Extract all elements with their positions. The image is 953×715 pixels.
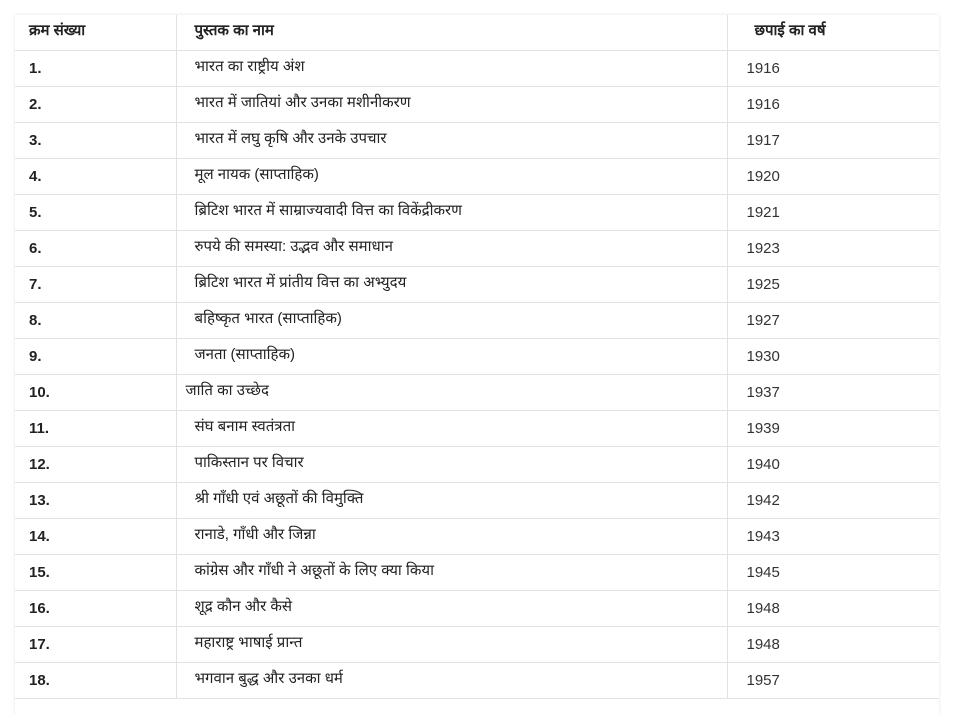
- year-cell: 1945: [727, 555, 939, 591]
- table-row: [15, 375, 939, 411]
- year-cell: 1916: [727, 51, 939, 87]
- table-row: [15, 663, 939, 699]
- serial-cell: 7.: [15, 267, 176, 303]
- serial-cell: 1.: [15, 51, 176, 87]
- year-cell: 1948: [727, 627, 939, 663]
- table-row: [15, 231, 939, 267]
- table-header-row: [15, 15, 939, 51]
- book-name-cell: पाकिस्तान पर विचार: [176, 447, 727, 483]
- year-cell: 1937: [727, 375, 939, 411]
- table-row: [15, 483, 939, 519]
- book-name-cell: कांग्रेस और गाँधी ने अछूतों के लिए क्या किया: [176, 555, 727, 591]
- year-cell: 1917: [727, 123, 939, 159]
- book-name-cell: भारत में लघु कृषि और उनके उपचार: [176, 123, 727, 159]
- header-serial: क्रम संख्या: [15, 15, 176, 51]
- year-cell: 1916: [727, 87, 939, 123]
- book-name-cell: रानाडे, गाँधी और जिन्ना: [176, 519, 727, 555]
- book-name-cell: भारत में जातियां और उनका मशीनीकरण: [176, 87, 727, 123]
- table-row: [15, 447, 939, 483]
- serial-cell: 13.: [15, 483, 176, 519]
- year-cell: 1930: [727, 339, 939, 375]
- table-row: [15, 627, 939, 663]
- table-row: [15, 123, 939, 159]
- document-page: [15, 15, 939, 715]
- book-name-cell: महाराष्ट्र भाषाई प्रान्त: [176, 627, 727, 663]
- table-row: [15, 339, 939, 375]
- table-row: [15, 51, 939, 87]
- year-cell: 1925: [727, 267, 939, 303]
- table-row: [15, 519, 939, 555]
- serial-cell: 11.: [15, 411, 176, 447]
- serial-cell: 17.: [15, 627, 176, 663]
- table-row: [15, 159, 939, 195]
- serial-cell: 12.: [15, 447, 176, 483]
- year-cell: 1942: [727, 483, 939, 519]
- books-table: [15, 15, 939, 699]
- table-row: [15, 87, 939, 123]
- serial-cell: 10.: [15, 375, 176, 411]
- serial-cell: 4.: [15, 159, 176, 195]
- year-cell: 1923: [727, 231, 939, 267]
- book-name-cell: शूद्र कौन और कैसे: [176, 591, 727, 627]
- table-row: [15, 411, 939, 447]
- table-row: [15, 303, 939, 339]
- table-row: [15, 195, 939, 231]
- header-year: छपाई का वर्ष: [727, 15, 939, 51]
- serial-cell: 18.: [15, 663, 176, 699]
- serial-cell: 14.: [15, 519, 176, 555]
- year-cell: 1927: [727, 303, 939, 339]
- book-name-cell: जाति का उच्छेद: [176, 375, 727, 411]
- table-row: [15, 267, 939, 303]
- serial-cell: 8.: [15, 303, 176, 339]
- table-row: [15, 555, 939, 591]
- year-cell: 1939: [727, 411, 939, 447]
- book-name-cell: ब्रिटिश भारत में प्रांतीय वित्त का अभ्युदय: [176, 267, 727, 303]
- header-book-name: पुस्तक का नाम: [176, 15, 727, 51]
- book-name-cell: जनता (साप्ताहिक): [176, 339, 727, 375]
- book-name-cell: रुपये की समस्या: उद्भव और समाधान: [176, 231, 727, 267]
- serial-cell: 2.: [15, 87, 176, 123]
- year-cell: 1948: [727, 591, 939, 627]
- serial-cell: 9.: [15, 339, 176, 375]
- serial-cell: 6.: [15, 231, 176, 267]
- year-cell: 1920: [727, 159, 939, 195]
- table-row: [15, 591, 939, 627]
- book-name-cell: मूल नायक (साप्ताहिक): [176, 159, 727, 195]
- year-cell: 1921: [727, 195, 939, 231]
- year-cell: 1943: [727, 519, 939, 555]
- serial-cell: 15.: [15, 555, 176, 591]
- serial-cell: 16.: [15, 591, 176, 627]
- book-name-cell: भारत का राष्ट्रीय अंश: [176, 51, 727, 87]
- serial-cell: 3.: [15, 123, 176, 159]
- book-name-cell: श्री गाँधी एवं अछूतों की विमुक्ति: [176, 483, 727, 519]
- book-name-cell: संघ बनाम स्वतंत्रता: [176, 411, 727, 447]
- serial-cell: 5.: [15, 195, 176, 231]
- year-cell: 1940: [727, 447, 939, 483]
- year-cell: 1957: [727, 663, 939, 699]
- book-name-cell: बहिष्कृत भारत (साप्ताहिक): [176, 303, 727, 339]
- book-name-cell: भगवान बुद्ध और उनका धर्म: [176, 663, 727, 699]
- book-name-cell: ब्रिटिश भारत में साम्राज्यवादी वित्त का विकेंद्रीकरण: [176, 195, 727, 231]
